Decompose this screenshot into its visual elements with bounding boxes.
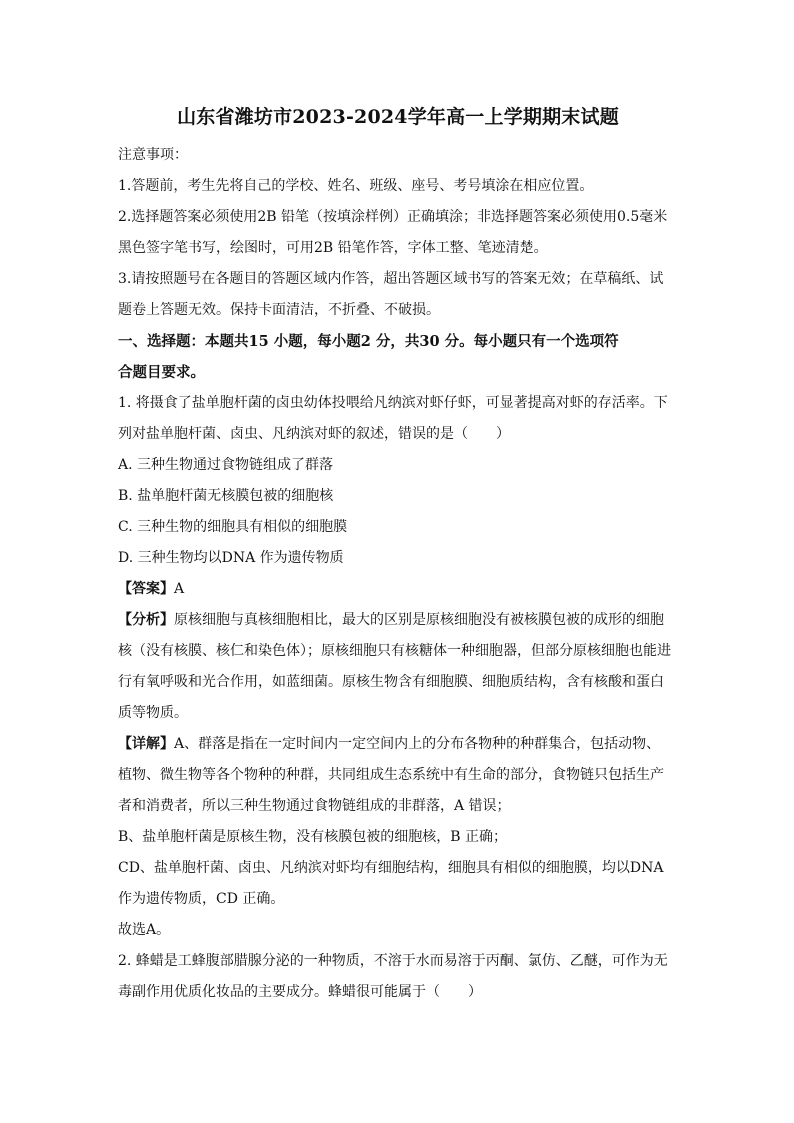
note-item-2-line-2: 黑色签字笔书写，绘图时，可用2B 铅笔作答，字体工整、笔迹清楚。 [118, 240, 548, 256]
answer-value: A [174, 581, 185, 597]
question-1-option-d: D. 三种生物均以DNA 作为遗传物质 [118, 550, 344, 566]
question-1-detail-line-1 [118, 729, 678, 760]
section-heading-line-2: 合题目要求。 [118, 364, 205, 381]
question-1-stem-line-1: 1. 将摄食了盐单胞杆菌的卤虫幼体投喂给凡纳滨对虾仔虾，可显著提高对虾的存活率。下 [118, 395, 668, 411]
question-2-stem-line-2: 毒副作用优质化妆品的主要成分。蜂蜡很可能属于（ ） [118, 984, 482, 1000]
question-1-answer [118, 574, 678, 605]
section-heading-line-1: 一、选择题：本题共15 小题，每小题2 分，共30 分。每小题只有一个选项符 [118, 333, 619, 350]
note-item-1: 1.答题前，考生先将自己的学校、姓名、班级、座号、考号填涂在相应位置。 [118, 178, 594, 194]
question-1-analysis-line-3: 行有氧呼吸和光合作用，如蓝细菌。原核生物含有细胞膜、细胞质结构，含有核酸和蛋白 [118, 674, 664, 690]
analysis-label: 【分析】 [118, 612, 174, 628]
question-1-detail-line-4: B、盐单胞杆菌是原核生物，没有核膜包被的细胞核，B 正确； [118, 829, 508, 845]
question-1-analysis-line-1 [118, 605, 678, 636]
question-1-conclusion: 故选A。 [118, 922, 171, 938]
analysis-text: 原核细胞与真核细胞相比，最大的区别是原核细胞没有被核膜包被的成形的细胞 [174, 612, 664, 628]
question-1-detail-line-6: 作为遗传物质，CD 正确。 [118, 891, 285, 907]
detail-text: A、群落是指在一定时间内一定空间内上的分布各物种的种群集合，包括动物、 [174, 736, 661, 752]
question-1-analysis-line-2: 核（没有核膜、核仁和染色体）；原核细胞只有核糖体一种细胞器，但部分原核细胞也能进 [118, 643, 671, 659]
notes-heading: 注意事项： [118, 147, 188, 163]
question-1-analysis-line-4: 质等物质。 [118, 705, 188, 721]
question-1-stem-line-2: 列对盐单胞杆菌、卤虫、凡纳滨对虾的叙述，错误的是（ ） [118, 426, 510, 442]
document-page [118, 98, 678, 1008]
question-1-option-c: C. 三种生物的细胞具有相似的细胞膜 [118, 519, 348, 535]
question-1-option-b: B. 盐单胞杆菌无核膜包被的细胞核 [118, 488, 334, 504]
detail-label: 【详解】 [118, 736, 174, 752]
note-item-3-line-1: 3.请按照题号在各题目的答题区域内作答，超出答题区域书写的答案无效；在草稿纸、试 [118, 271, 664, 287]
answer-label: 【答案】 [118, 581, 174, 597]
note-item-3-line-2: 题卷上答题无效。保持卡面清洁，不折叠、不破损。 [118, 302, 440, 318]
question-1-detail-line-5: CD、盐单胞杆菌、卤虫、凡纳滨对虾均有细胞结构，细胞具有相似的细胞膜，均以DNA [118, 860, 664, 876]
question-1-detail-line-3: 者和消费者，所以三种生物通过食物链组成的非群落，A 错误； [118, 798, 511, 814]
question-1-detail-line-2: 植物、微生物等各个物种的种群，共同组成生态系统中有生命的部分，食物链只包括生产 [118, 767, 664, 783]
question-1-option-a: A. 三种生物通过食物链组成了群落 [118, 457, 334, 473]
note-item-2-line-1: 2.选择题答案必须使用2B 铅笔（按填涂样例）正确填涂；非选择题答案必须使用0.5毫米 [118, 209, 668, 225]
question-2-stem-line-1: 2. 蜂蜡是工蜂腹部腊腺分泌的一种物质，不溶于水而易溶于丙酮、氯仿、乙醚，可作为无 [118, 953, 668, 969]
exam-title: 山东省潍坊市2023-2024学年高一上学期期末试题 [177, 106, 619, 128]
